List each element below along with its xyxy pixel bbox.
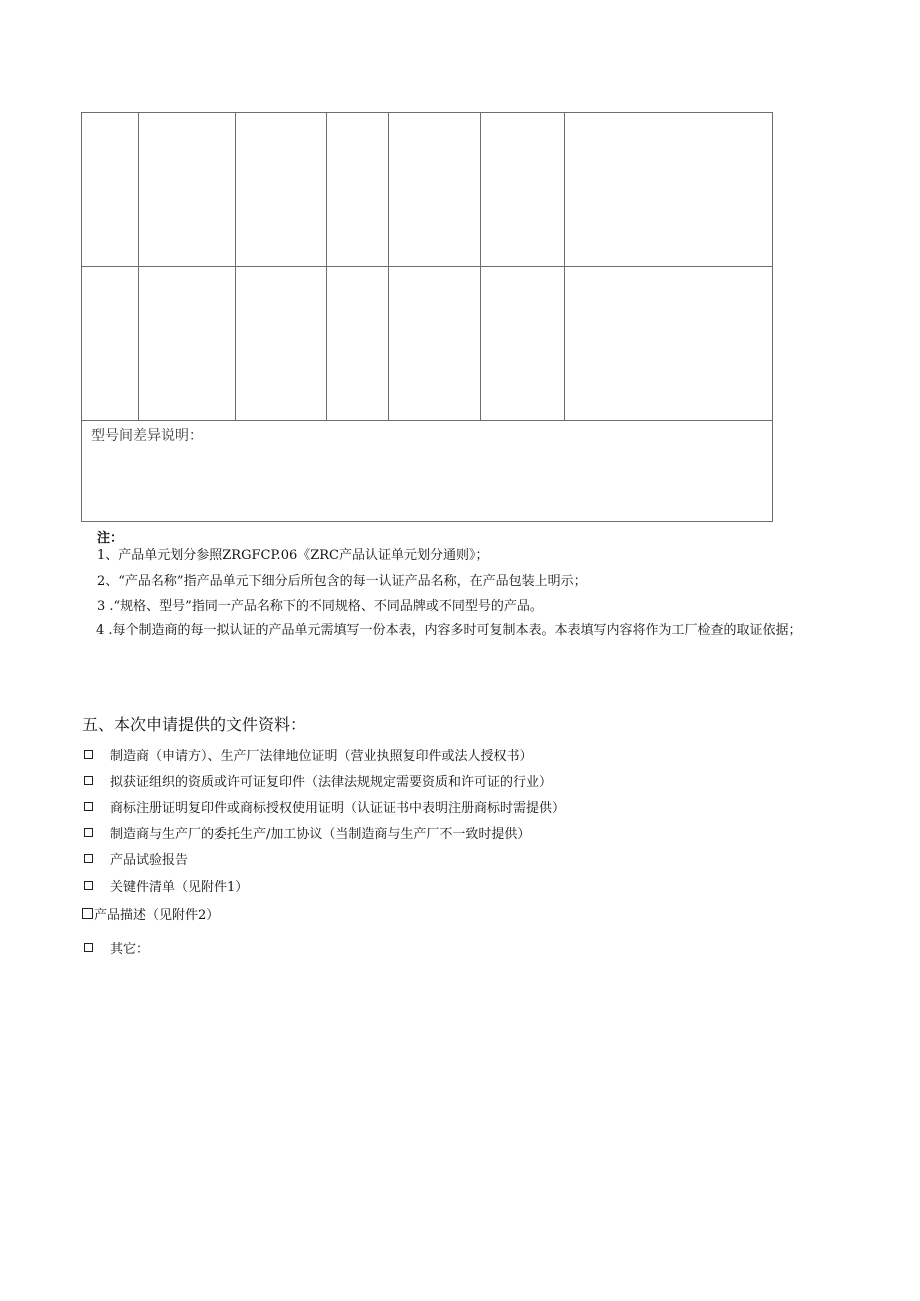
document-checklist-item [82,938,149,957]
document-checklist-item [82,849,188,868]
checkbox-icon[interactable] [84,802,93,811]
checkbox-icon[interactable] [84,881,93,890]
table-row-divider [82,420,772,421]
product-table [81,112,773,522]
checkbox-icon[interactable] [84,776,93,785]
checkbox-icon[interactable] [84,943,93,952]
note-item: 3 .“规格、型号”指同一产品名称下的不同规格、不同品牌或不同型号的产品。 [97,599,543,614]
checklist-label: 关键件清单（见附件1） [110,880,249,895]
checklist-label: 产品试验报告 [110,853,189,868]
note-item-text: 4 .每个制造商的每一拟认证的产品单元需填写一份本表，内容多时可复制本表。本表填写内容将作为工厂检查的取证依据； [96,623,802,638]
checkbox-icon[interactable] [84,750,93,759]
checklist-label: 其它： [110,942,150,957]
document-checklist-item [82,797,565,816]
checklist-label: 产品描述（见附件2） [94,908,220,923]
checklist-label: 拟获证组织的资质或许可证复印件（法律法规规定需要资质和许可证的行业） [110,775,553,790]
note-item: 1、产品单元划分参照ZRGFCP.06《ZRC产品认证单元划分通则》； [97,548,489,563]
table-row-divider [82,266,772,267]
checklist-label: 商标注册证明复印件或商标授权使用证明（认证证书中表明注册商标时需提供） [110,801,566,816]
checkbox-icon[interactable] [84,828,93,837]
document-checklist-item [82,771,552,790]
document-checklist-item [82,745,533,764]
note-item: 2、“产品名称”指产品单元下细分后所包含的每一认证产品名称，在产品包装上明示； [97,574,587,589]
checklist-label: 制造商（申请方）、生产厂法律地位证明（营业执照复印件或法人授权书） [110,749,533,764]
note-item [82,618,828,644]
checkbox-icon[interactable] [84,854,93,863]
document-checklist-item [82,823,530,842]
notes-title: 注： [97,531,124,546]
document-checklist-item [82,876,248,895]
section-title: 五、本次申请提供的文件资料： [82,715,307,734]
model-difference-label: 型号间差异说明： [91,428,203,444]
checkbox-icon[interactable] [82,908,93,919]
document-checklist-item [82,904,219,923]
checklist-label: 制造商与生产厂的委托生产/加工协议（当制造商与生产厂不一致时提供） [110,827,531,842]
